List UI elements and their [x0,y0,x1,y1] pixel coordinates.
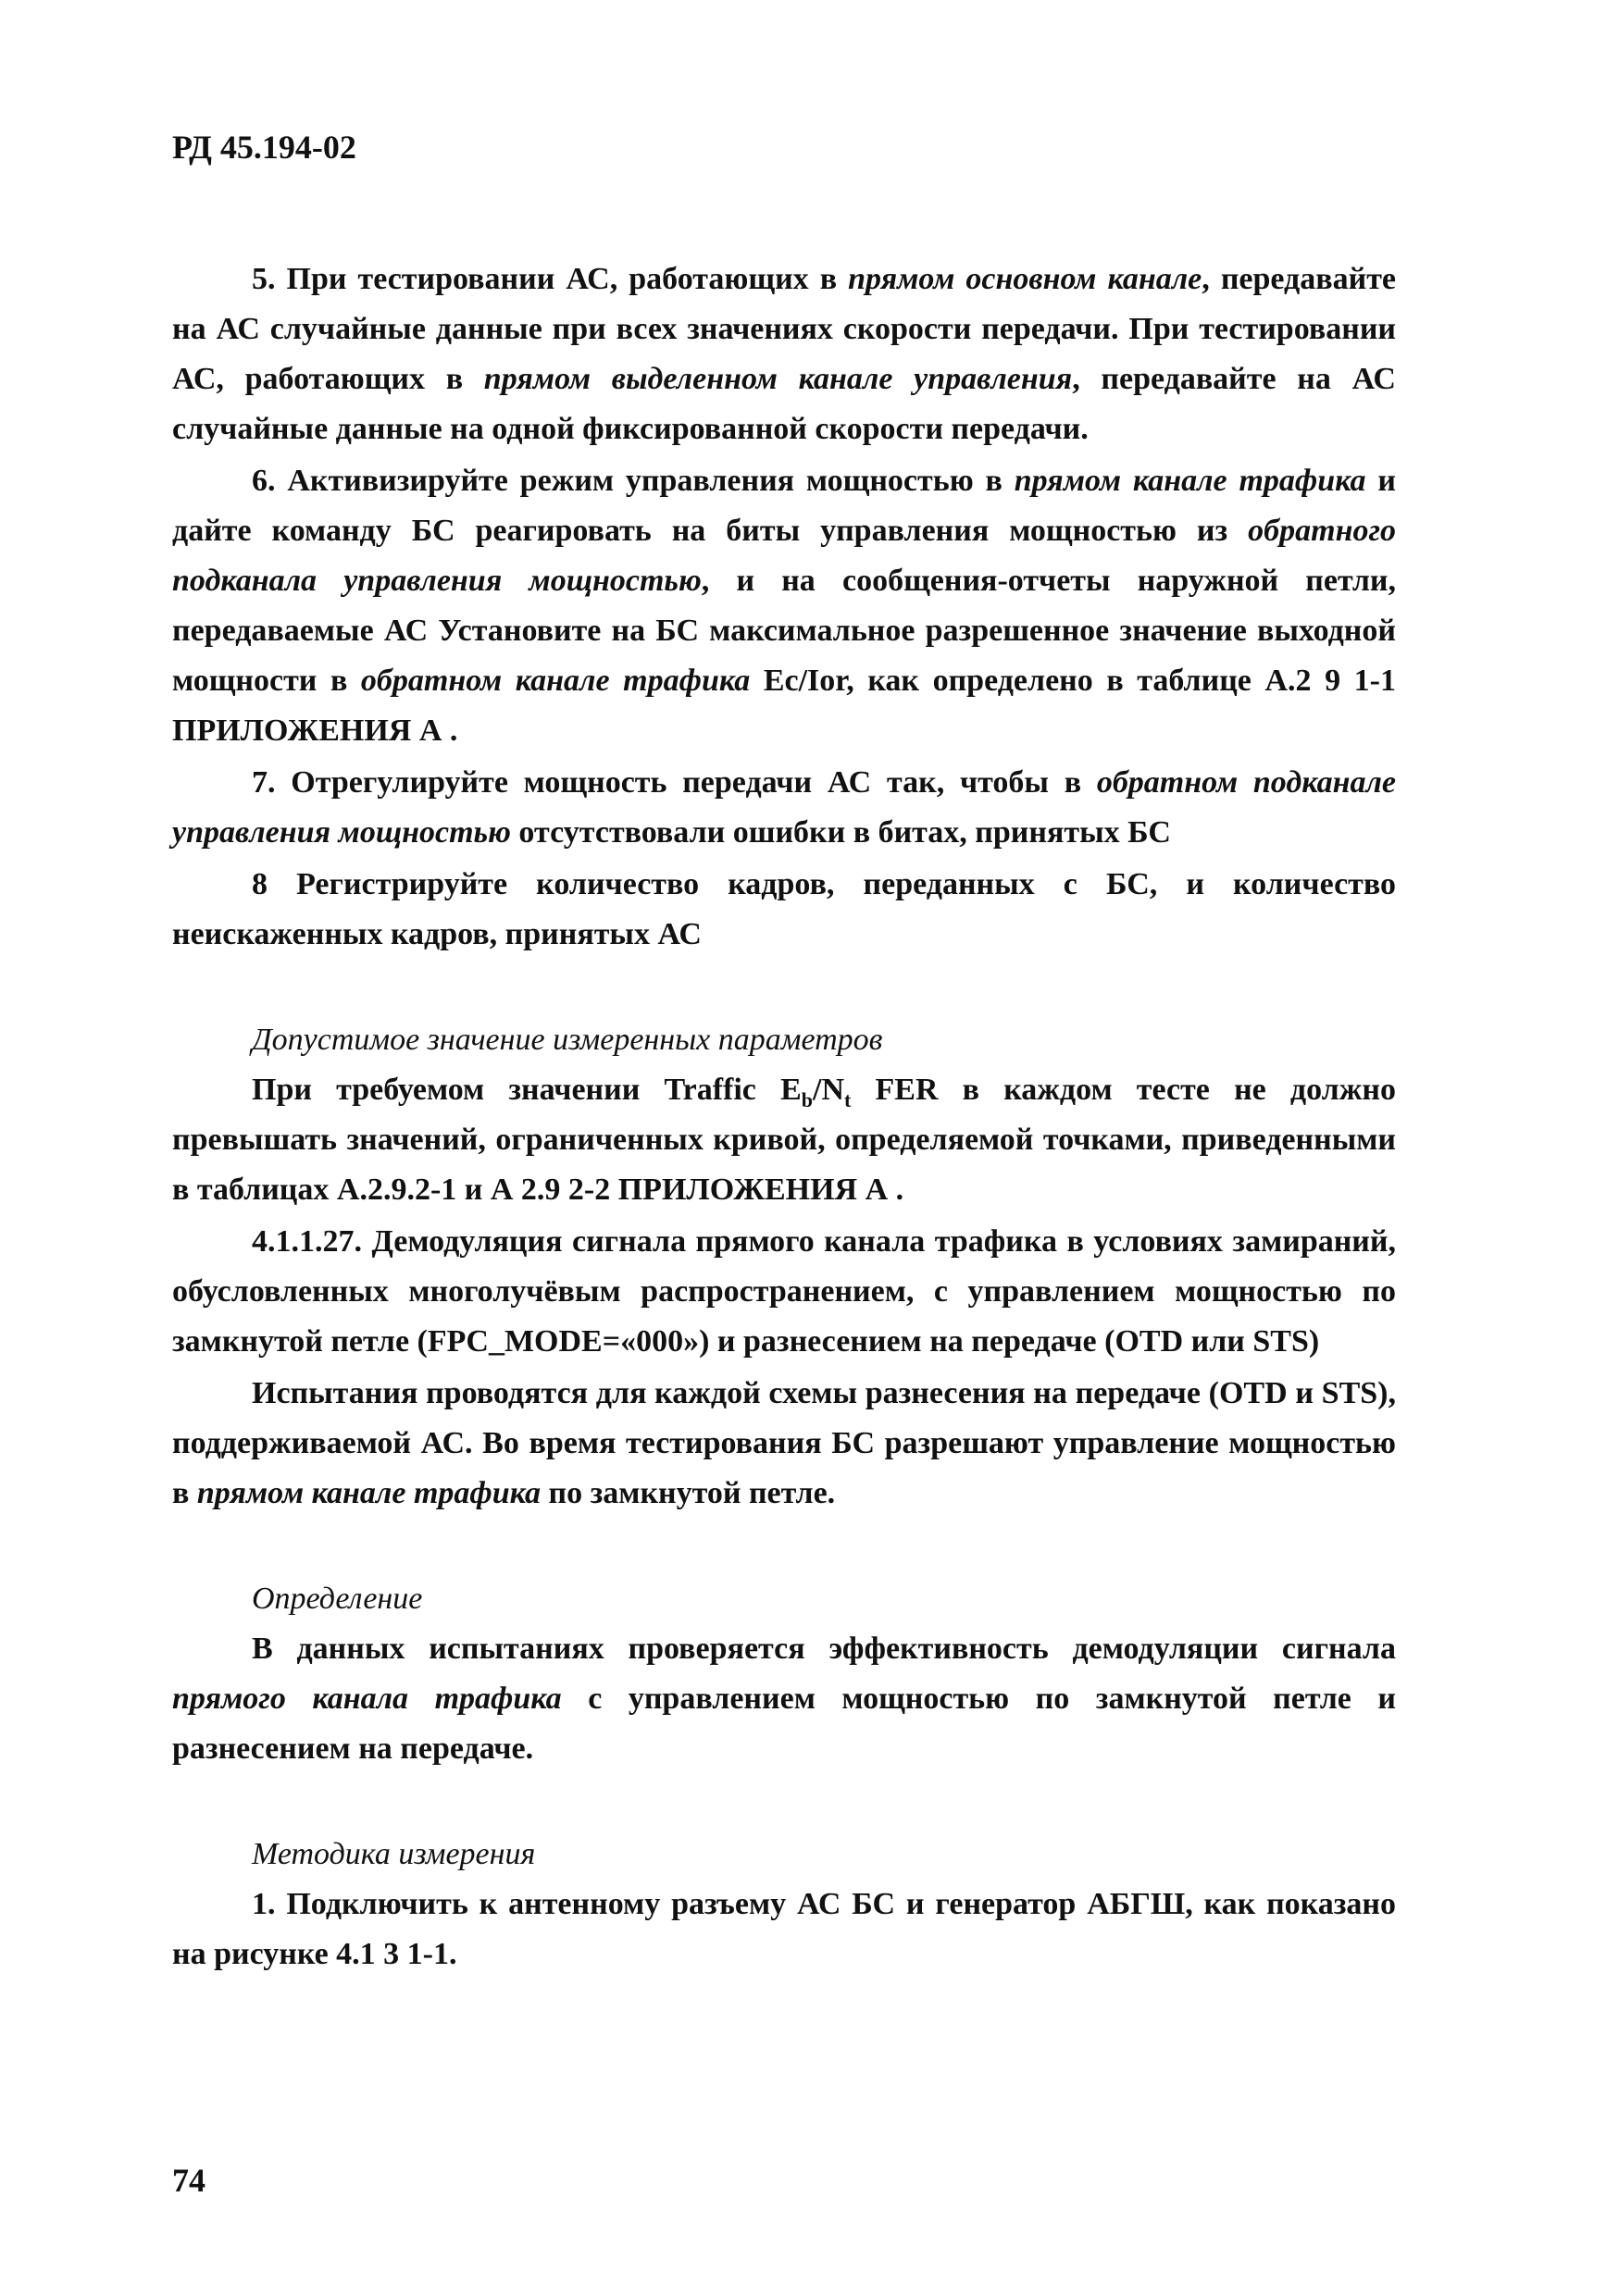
text-run: по замкнутой петле. [541,1476,836,1510]
italic-term: обратного подканала управления мощностью [172,514,1396,598]
text-run: , передавайте на АС случайные данные при всех значениях скорости передачи. При тестировании АС, работающих в [172,262,1396,396]
text-run: Испытания проводятся для каждой схемы разнесения на передаче (OTD и STS), поддерживаемой АС. Во время тестирования БС разрешают управление мощностью в [172,1376,1396,1510]
italic-term: прямом выделенном канале управления [483,362,1073,396]
text-run: Ec/Ior, как определено в таблице А.2 9 1-1 ПРИЛОЖЕНИЯ А . [172,664,1397,748]
text-run: 1. Подключить к антенному разъему АС БС и генератор АБГШ, как показано на рисунке 4.1 3 1-1. [172,1887,1396,1971]
text-run: В данных испытаниях проверяется эффективность демодуляции сигнала [252,1632,1396,1666]
italic-term: прямом канале трафика [1014,464,1366,498]
paragraph [172,1369,1396,1519]
text-run: с управлением мощностью по замкнутой петле и разнесением на передаче. [172,1682,1397,1766]
page-number: 74 [172,2162,205,2199]
subheading [252,1015,1396,1065]
italic-term: обратном канале трафика [360,664,751,698]
text-run: Допустимое значение измеренных параметров [252,1023,883,1057]
text-run: Определение [252,1582,423,1616]
text-run: , передавайте на АС случайные данные на одной фиксированной скорости передачи. [172,362,1396,446]
text-run: FER в каждом тесте не должно превышать значений, ограниченных кривой, определяемой точками, приведенными в таблицах А.2.9.2-1 и А 2.9 2-2 ПРИЛОЖЕНИЯ А . [172,1073,1396,1207]
text-run: При требуемом значении Traffic E [252,1073,802,1107]
subheading [252,1574,1396,1624]
text-run: 5. При тестировании АС, работающих в [252,262,849,296]
paragraph [172,758,1396,858]
document-header: РД 45.194-02 [172,129,356,166]
text-run: 7. Отрегулируйте мощность передачи АС так, чтобы в [252,765,1097,800]
paragraph [172,456,1396,756]
italic-term: прямого канала трафика [172,1682,562,1716]
text-run: , и на сообщения-отчеты наружной петли, передаваемые АС Установите на БС максимальное разрешенное значение выходной мощности в [172,564,1396,698]
text-run: 4.1.1.27. Демодуляция сигнала прямого канала трафика в условиях замираний, обусловленных многолучёвым распространением, с управлением мощностью по замкнутой петле (FPC_MODE=«000») и разнесением на передаче (OTD или STS) [172,1224,1396,1359]
paragraph [172,860,1396,960]
text-run: Методика измерения [252,1837,536,1871]
paragraph [172,1065,1396,1215]
text-run: отсутствовали ошибки в битах, принятых БС [510,815,1171,850]
text-run: 8 Регистрируйте количество кадров, переданных с БС, и количество неискаженных кадров, принятых АС [172,867,1396,951]
subscript: b [801,1087,813,1111]
document-body [172,254,1396,1980]
italic-term: обратном подканале управления мощностью [172,765,1397,850]
italic-term: прямом канале трафика [196,1476,542,1510]
subscript: t [844,1087,852,1111]
text-run: и дайте команду БС реагировать на биты управления мощностью из [172,464,1396,548]
section-heading [172,1217,1396,1367]
text-run: 6. Активизируйте режим управления мощностью в [252,464,1015,498]
paragraph [172,1624,1396,1774]
italic-term: прямом основном канале [848,262,1202,296]
text-run: /N [813,1073,844,1107]
paragraph [172,1880,1396,1980]
subheading [252,1830,1396,1880]
paragraph [172,254,1396,454]
